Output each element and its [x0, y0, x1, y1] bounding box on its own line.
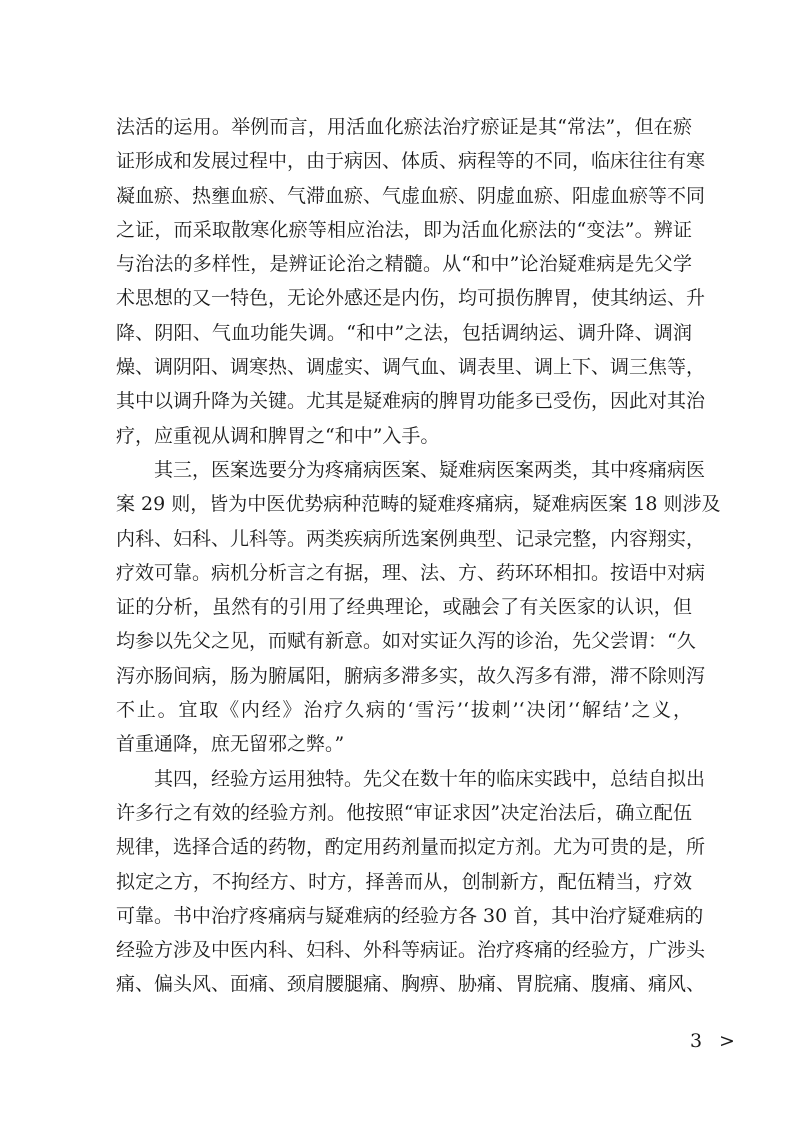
text-line: 内科、妇科、儿科等。两类疾病所选案例典型、记录完整，内容翔实，: [116, 527, 706, 550]
text-line: 案 29 则，皆为中医优势病种范畴的疑难疼痛病，疑难病医案 18 则涉及: [116, 493, 721, 516]
text-line: 凝血瘀、热壅血瘀、气滞血瘀、气虚血瘀、阴虚血瘀、阳虚血瘀等不同: [116, 184, 706, 207]
text-line: 疗效可靠。病机分析言之有据，理、法、方、药环环相扣。按语中对病: [116, 561, 706, 584]
text-line: 证形成和发展过程中，由于病因、体质、病程等的不同，临床往往有寒: [116, 150, 706, 173]
text-line: 其中以调升降为关键。尤其是疑难病的脾胃功能多已受伤，因此对其治: [116, 390, 706, 413]
text-line: 法活的运用。举例而言，用活血化瘀法治疗瘀证是其“常法”，但在瘀: [116, 116, 692, 138]
page-number: 3: [690, 1030, 703, 1052]
text-line: 泻亦肠间病，肠为腑属阳，腑病多滞多实，故久泻多有滞，滞不除则泻: [116, 664, 706, 687]
body-text: [116, 110, 721, 1002]
text-line: 与治法的多样性，是辨证论治之精髓。从“和中”论治疑难病是先父学: [116, 253, 692, 276]
text-line: 之证，而采取散寒化瘀等相应治法，即为活血化瘀法的“变法”。辨证: [116, 218, 692, 241]
text-line: 不止。宜取《内经》治疗久病的‘雪污’‘拔刺’‘决闭’‘解结’之义，: [116, 699, 692, 722]
text-line: 首重通降，庶无留邪之弊。”: [116, 733, 345, 756]
text-line: 痛、偏头风、面痛、颈肩腰腿痛、胸痹、胁痛、胃脘痛、腹痛、痛风、: [116, 973, 706, 996]
text-line: 燥、调阴阳、调寒热、调虚实、调气血、调表里、调上下、调三焦等，: [116, 356, 706, 379]
text-line: 规律，选择合适的药物，酌定用药剂量而拟定方剂。尤为可贵的是，所: [116, 836, 706, 859]
text-line: 经验方涉及中医内科、妇科、外科等病证。治疗疼痛的经验方，广涉头: [116, 939, 706, 962]
text-line: 证的分析，虽然有的引用了经典理论，或融会了有关医家的认识，但: [116, 596, 692, 619]
chevron-right-icon[interactable]: >: [719, 1030, 735, 1052]
text-line: 许多行之有效的经验方剂。他按照“审证求因”决定治法后，确立配伍: [116, 801, 692, 824]
text-line: 均参以先父之见，而赋有新意。如对实证久泻的诊治，先父尝谓：“久: [116, 630, 696, 653]
text-line: 其三，医案选要分为疼痛病医案、疑难病医案两类，其中疼痛病医: [154, 458, 706, 481]
text-line: 其四，经验方运用独特。先父在数十年的临床实践中，总结自拟出: [154, 767, 706, 790]
text-line: 可靠。书中治疗疼痛病与疑难病的经验方各 30 首，其中治疗疑难病的: [116, 904, 704, 927]
text-line: 术思想的又一特色，无论外感还是内伤，均可损伤脾胃，使其纳运、升: [116, 287, 706, 310]
text-line: 疗，应重视从调和脾胃之“和中”入手。: [116, 424, 440, 447]
text-line: 降、阴阳、气血功能失调。“和中”之法，包括调纳运、调升降、调润: [116, 321, 692, 344]
text-line: 拟定之方，不拘经方、时方，择善而从，创制新方，配伍精当，疗效: [116, 870, 692, 893]
